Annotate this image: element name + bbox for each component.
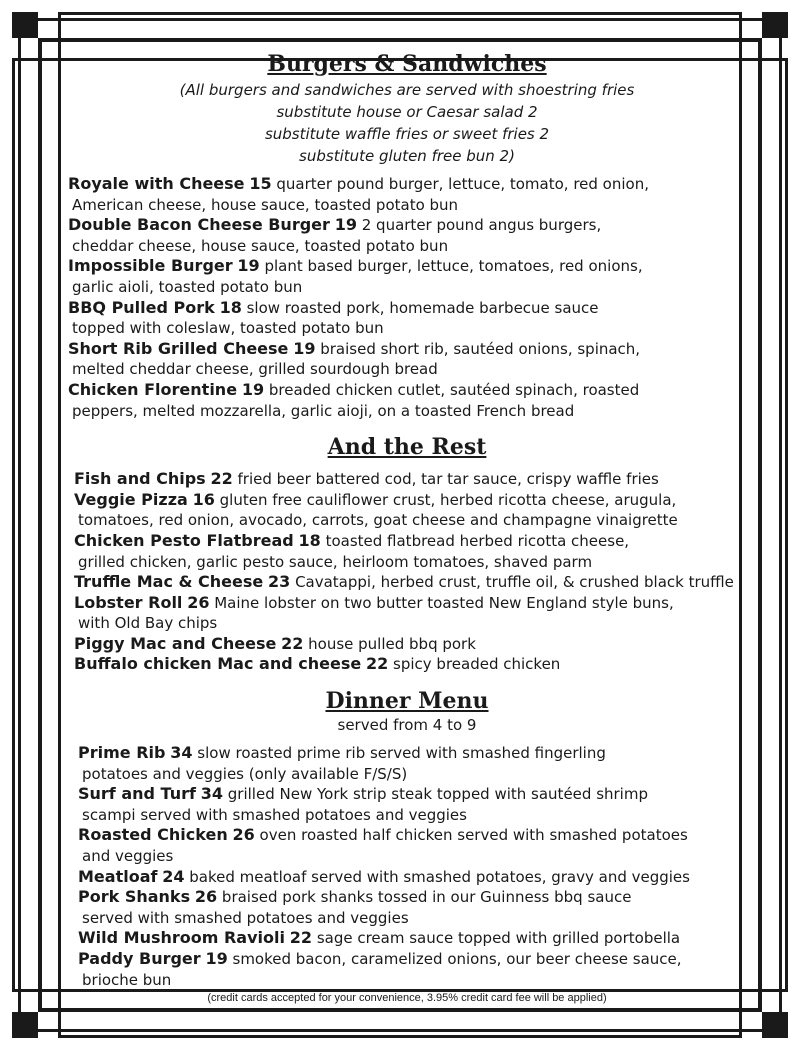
item-price: 16: [192, 489, 215, 509]
item-description: grilled New York strip steak topped with sautéed shrimp: [227, 785, 648, 804]
menu-item-line: [78, 784, 752, 805]
item-description-continued: cheddar cheese, house sauce, toasted potato bun: [72, 236, 449, 255]
item-description-continued: American cheese, house sauce, toasted potato bun: [72, 195, 459, 214]
corner-square-top-left: [12, 12, 38, 38]
item-description: braised pork shanks tossed in our Guinness bbq sauce: [221, 888, 632, 907]
menu-item-line: [68, 339, 752, 360]
menu-content: [62, 50, 752, 1010]
section-title: Dinner Menu: [325, 688, 489, 715]
item-name: Royale with Cheese: [68, 174, 245, 193]
menu-item: [78, 928, 752, 949]
note-line: substitute gluten free bun 2): [299, 147, 515, 165]
menu-item: [74, 490, 752, 531]
item-description-continued: scampi served with smashed potatoes and veggies: [82, 805, 467, 824]
item-description-continued: potatoes and veggies (only available F/S/S): [82, 764, 408, 783]
menu-item-line: [74, 654, 752, 675]
item-name: Meatloaf: [78, 866, 158, 886]
menu-item-line: [68, 215, 752, 236]
item-price: 22: [289, 928, 313, 948]
menu-item-line: [74, 490, 752, 511]
item-description: sage cream sauce topped with grilled portobella: [316, 929, 681, 948]
menu-item: [68, 174, 752, 215]
item-price: 24: [162, 866, 185, 886]
corner-square-top-right: [762, 12, 788, 38]
menu-item: [68, 380, 752, 421]
menu-item-line: [78, 887, 752, 908]
menu-item-line: [78, 825, 752, 846]
section-note: [62, 80, 752, 166]
item-description-continued: brioche bun: [82, 970, 172, 989]
menu-item-line: [74, 572, 752, 593]
menu-item: [78, 784, 752, 825]
item-price: 23: [268, 572, 291, 592]
item-name: Chicken Florentine: [68, 379, 238, 399]
item-name: Prime Rib: [78, 743, 166, 763]
menu-item-line: [74, 469, 752, 490]
menu-item: [78, 867, 752, 888]
item-name: Fish and Chips: [74, 469, 206, 489]
menu-item: [74, 593, 752, 634]
item-description-continued: tomatoes, red onion, avocado, carrots, goat cheese and champagne vinaigrette: [78, 511, 678, 530]
menu-item-line: [74, 634, 752, 655]
menu-items: [62, 743, 752, 990]
menu-item: [74, 531, 752, 572]
item-name: Truffle Mac & Cheese: [74, 572, 264, 592]
item-description: toasted flatbread herbed ricotta cheese,: [325, 531, 630, 550]
item-name: Wild Mushroom Ravioli: [78, 928, 285, 948]
item-name: Buffalo chicken Mac and cheese: [74, 654, 362, 674]
item-description: fried beer battered cod, tar tar sauce, crispy waffle fries: [237, 470, 659, 489]
footer-note: (credit cards accepted for your convenience, 3.95% credit card fee will be applied): [207, 992, 607, 1004]
item-price: 34: [200, 784, 223, 804]
item-description: plant based burger, lettuce, tomatoes, red onions,: [264, 257, 643, 276]
item-price: 26: [187, 592, 210, 612]
note-line: substitute house or Caesar salad 2: [276, 103, 538, 121]
item-description-continued: with Old Bay chips: [78, 614, 218, 633]
menu-item: [78, 743, 752, 784]
menu-items: [62, 469, 752, 675]
section-dinner-menu: [62, 687, 752, 990]
item-price: 22: [210, 469, 233, 489]
menu-item-line: [74, 531, 752, 552]
item-description: slow roasted pork, homemade barbecue sauce: [246, 298, 599, 317]
menu-item-line: [68, 256, 752, 277]
menu-item: [74, 572, 752, 593]
item-price: 26: [232, 825, 255, 845]
item-description: spicy breaded chicken: [393, 655, 561, 674]
item-name: Paddy Burger: [78, 949, 201, 968]
item-description: braised short rib, sautéed onions, spinach,: [320, 339, 641, 358]
item-description: oven roasted half chicken served with smashed potatoes: [259, 826, 688, 845]
item-description-continued: melted cheddar cheese, grilled sourdough bread: [72, 360, 438, 379]
item-description: baked meatloaf served with smashed potatoes, gravy and veggies: [189, 867, 690, 886]
menu-item: [74, 634, 752, 655]
item-name: Double Bacon Cheese Burger: [68, 215, 330, 235]
item-description: breaded chicken cutlet, sautéed spinach, roasted: [268, 380, 640, 399]
menu-item-line: [78, 928, 752, 949]
item-name: Veggie Pizza: [74, 489, 188, 509]
item-description-continued: garlic aioli, toasted potato bun: [72, 277, 303, 296]
corner-square-bottom-left: [12, 1012, 38, 1038]
item-price: 19: [205, 949, 228, 968]
item-description: smoked bacon, caramelized onions, our beer cheese sauce,: [232, 950, 682, 968]
item-description: quarter pound burger, lettuce, tomato, red onion,: [276, 175, 649, 193]
menu-items: [62, 174, 752, 421]
corner-square-bottom-right: [762, 1012, 788, 1038]
item-name: Short Rib Grilled Cheese: [68, 338, 289, 358]
menu-item-line: [78, 949, 752, 970]
item-name: Surf and Turf: [78, 784, 196, 804]
menu-item: [68, 298, 752, 339]
item-name: BBQ Pulled Pork: [68, 297, 215, 317]
item-description: house pulled bbq pork: [308, 634, 476, 653]
item-price: 19: [293, 338, 316, 358]
menu-item-line: [78, 743, 752, 764]
item-description-continued: and veggies: [82, 847, 174, 866]
item-name: Pork Shanks: [78, 887, 191, 907]
menu-item: [68, 256, 752, 297]
item-name: Chicken Pesto Flatbread: [74, 530, 294, 550]
item-price: 19: [334, 215, 357, 235]
menu-item: [68, 215, 752, 256]
note-line: substitute waffle fries or sweet fries 2: [264, 125, 550, 143]
menu-item-line: [68, 174, 752, 195]
section-title: Burgers & Sandwiches: [267, 51, 547, 77]
item-price: 34: [170, 743, 193, 763]
item-name: Impossible Burger: [68, 256, 233, 276]
item-description: 2 quarter pound angus burgers,: [361, 216, 602, 235]
item-description: slow roasted prime rib served with smashed fingerling: [197, 744, 606, 763]
item-description: gluten free cauliflower crust, herbed ricotta cheese, arugula,: [219, 490, 677, 509]
menu-item: [74, 654, 752, 675]
item-price: 15: [249, 174, 272, 193]
note-line: (All burgers and sandwiches are served with shoestring fries: [179, 81, 635, 99]
item-name: Lobster Roll: [74, 592, 183, 612]
menu-item-line: [68, 380, 752, 401]
menu-item-line: [68, 298, 752, 319]
item-description: Cavatappi, herbed crust, truffle oil, & crushed black truffle: [295, 573, 734, 592]
menu-item: [68, 339, 752, 380]
item-name: Piggy Mac and Cheese: [74, 633, 277, 653]
item-description-continued: topped with coleslaw, toasted potato bun: [72, 319, 384, 338]
item-name: Roasted Chicken: [78, 825, 228, 845]
menu-item: [74, 469, 752, 490]
section-title: And the Rest: [327, 434, 487, 461]
item-description-continued: served with smashed potatoes and veggies: [82, 908, 409, 927]
item-description: Maine lobster on two butter toasted New England style buns,: [214, 593, 674, 612]
item-price: 22: [281, 633, 304, 653]
item-price: 18: [298, 530, 321, 550]
item-description-continued: peppers, melted mozzarella, garlic aioji, on a toasted French bread: [72, 401, 575, 420]
item-price: 19: [241, 379, 265, 399]
section-subtitle: served from 4 to 9: [337, 716, 477, 735]
menu-item: [78, 887, 752, 928]
item-price: 19: [237, 256, 260, 276]
menu-item: [78, 825, 752, 866]
item-price: 18: [219, 297, 242, 317]
item-price: 22: [365, 654, 389, 674]
menu-item-line: [78, 867, 752, 888]
section-burgers-sandwiches: [62, 50, 752, 421]
item-price: 26: [194, 887, 218, 907]
menu-item: [78, 949, 752, 990]
menu-item-line: [74, 593, 752, 614]
item-description-continued: grilled chicken, garlic pesto sauce, heirloom tomatoes, shaved parm: [78, 552, 593, 571]
section-and-the-rest: [62, 433, 752, 675]
